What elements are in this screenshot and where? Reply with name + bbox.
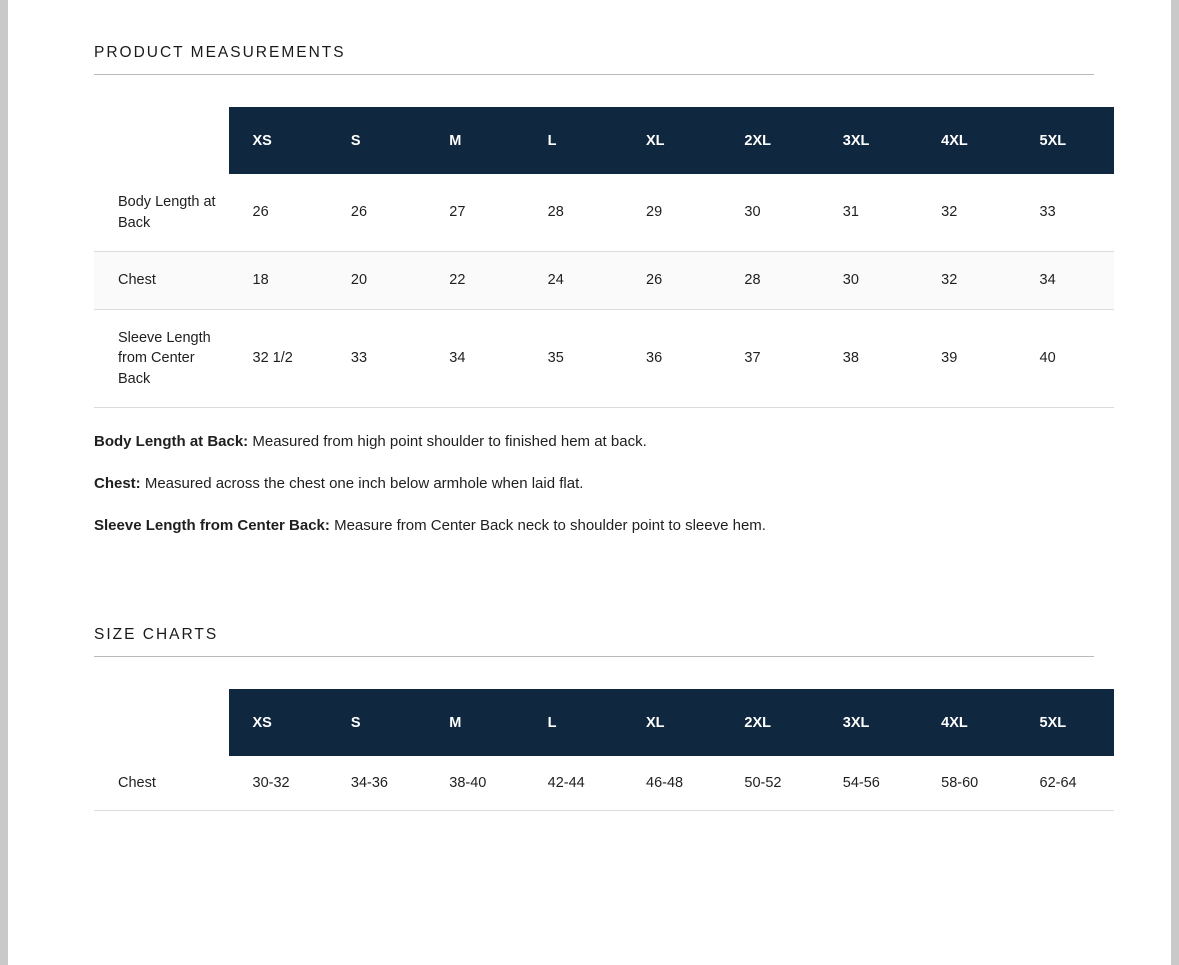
sc-column-header-s: S: [327, 689, 425, 756]
note-term-body-length: Body Length at Back:: [94, 433, 249, 450]
note-text-sleeve-length: Measure from Center Back neck to shoulder point to sleeve hem.: [329, 517, 766, 534]
cell-sleeve-5xl: 40: [1016, 309, 1114, 408]
column-header-blank: [94, 107, 229, 174]
sc-cell-chest-5xl: 62-64: [1016, 756, 1114, 811]
cell-sleeve-2xl: 37: [720, 309, 818, 408]
sc-column-header-5xl: 5XL: [1016, 689, 1114, 756]
row-label-sleeve-length: Sleeve Length from Center Back: [94, 309, 229, 408]
table-row: [94, 309, 1114, 408]
document-page: [8, 0, 1171, 965]
row-label-body-length: Body Length at Back: [94, 174, 229, 252]
cell-body-length-3xl: 31: [819, 174, 917, 252]
cell-sleeve-m: 34: [425, 309, 523, 408]
sc-column-header-xs: XS: [229, 689, 327, 756]
note-term-sleeve-length: Sleeve Length from Center Back:: [94, 517, 330, 534]
column-header-s: S: [327, 107, 425, 174]
sc-cell-chest-m: 38-40: [425, 756, 523, 811]
cell-body-length-5xl: 33: [1016, 174, 1114, 252]
column-header-4xl: 4XL: [917, 107, 1015, 174]
cell-body-length-xs: 26: [229, 174, 327, 252]
cell-chest-l: 24: [524, 252, 622, 310]
product-measurements-table: [94, 107, 1114, 408]
size-chart-table: [94, 689, 1114, 811]
column-header-l: L: [524, 107, 622, 174]
column-header-5xl: 5XL: [1016, 107, 1114, 174]
cell-chest-2xl: 28: [720, 252, 818, 310]
cell-chest-5xl: 34: [1016, 252, 1114, 310]
cell-chest-xs: 18: [229, 252, 327, 310]
sc-column-header-3xl: 3XL: [819, 689, 917, 756]
cell-sleeve-l: 35: [524, 309, 622, 408]
cell-chest-xl: 26: [622, 252, 720, 310]
column-header-xl: XL: [622, 107, 720, 174]
cell-sleeve-4xl: 39: [917, 309, 1015, 408]
cell-body-length-2xl: 30: [720, 174, 818, 252]
sc-column-header-m: M: [425, 689, 523, 756]
note-term-chest: Chest:: [94, 475, 141, 492]
cell-body-length-4xl: 32: [917, 174, 1015, 252]
column-header-2xl: 2XL: [720, 107, 818, 174]
cell-chest-s: 20: [327, 252, 425, 310]
column-header-3xl: 3XL: [819, 107, 917, 174]
sc-cell-chest-4xl: 58-60: [917, 756, 1015, 811]
cell-sleeve-3xl: 38: [819, 309, 917, 408]
note-text-chest: Measured across the chest one inch below armhole when laid flat.: [140, 475, 584, 492]
measurement-notes: [94, 432, 1114, 536]
sc-cell-chest-xl: 46-48: [622, 756, 720, 811]
cell-body-length-s: 26: [327, 174, 425, 252]
sc-column-header-xl: XL: [622, 689, 720, 756]
table-row: [94, 252, 1114, 310]
table-row: [94, 756, 1114, 811]
cell-chest-3xl: 30: [819, 252, 917, 310]
cell-chest-m: 22: [425, 252, 523, 310]
column-header-m: M: [425, 107, 523, 174]
size-charts-heading: SIZE CHARTS: [94, 558, 1094, 657]
note-chest: [94, 474, 1114, 494]
cell-sleeve-xs: 32 1/2: [229, 309, 327, 408]
sc-cell-chest-xs: 30-32: [229, 756, 327, 811]
product-measurements-heading: PRODUCT MEASUREMENTS: [94, 0, 1094, 75]
cell-sleeve-s: 33: [327, 309, 425, 408]
sc-column-header-l: L: [524, 689, 622, 756]
table-row: [94, 174, 1114, 252]
column-header-xs: XS: [229, 107, 327, 174]
row-label-chest: Chest: [94, 252, 229, 310]
sc-column-header-2xl: 2XL: [720, 689, 818, 756]
sc-column-header-4xl: 4XL: [917, 689, 1015, 756]
cell-body-length-m: 27: [425, 174, 523, 252]
table-header-row: [94, 689, 1114, 756]
sc-cell-chest-s: 34-36: [327, 756, 425, 811]
cell-sleeve-xl: 36: [622, 309, 720, 408]
note-text-body-length: Measured from high point shoulder to finished hem at back.: [248, 433, 647, 450]
sc-column-header-blank: [94, 689, 229, 756]
sc-cell-chest-3xl: 54-56: [819, 756, 917, 811]
note-sleeve-length: [94, 516, 1114, 536]
cell-chest-4xl: 32: [917, 252, 1015, 310]
note-body-length: [94, 432, 1114, 452]
sc-cell-chest-l: 42-44: [524, 756, 622, 811]
cell-body-length-l: 28: [524, 174, 622, 252]
document-content: [94, 0, 1114, 811]
table-header-row: [94, 107, 1114, 174]
sc-row-label-chest: Chest: [94, 756, 229, 811]
sc-cell-chest-2xl: 50-52: [720, 756, 818, 811]
cell-body-length-xl: 29: [622, 174, 720, 252]
